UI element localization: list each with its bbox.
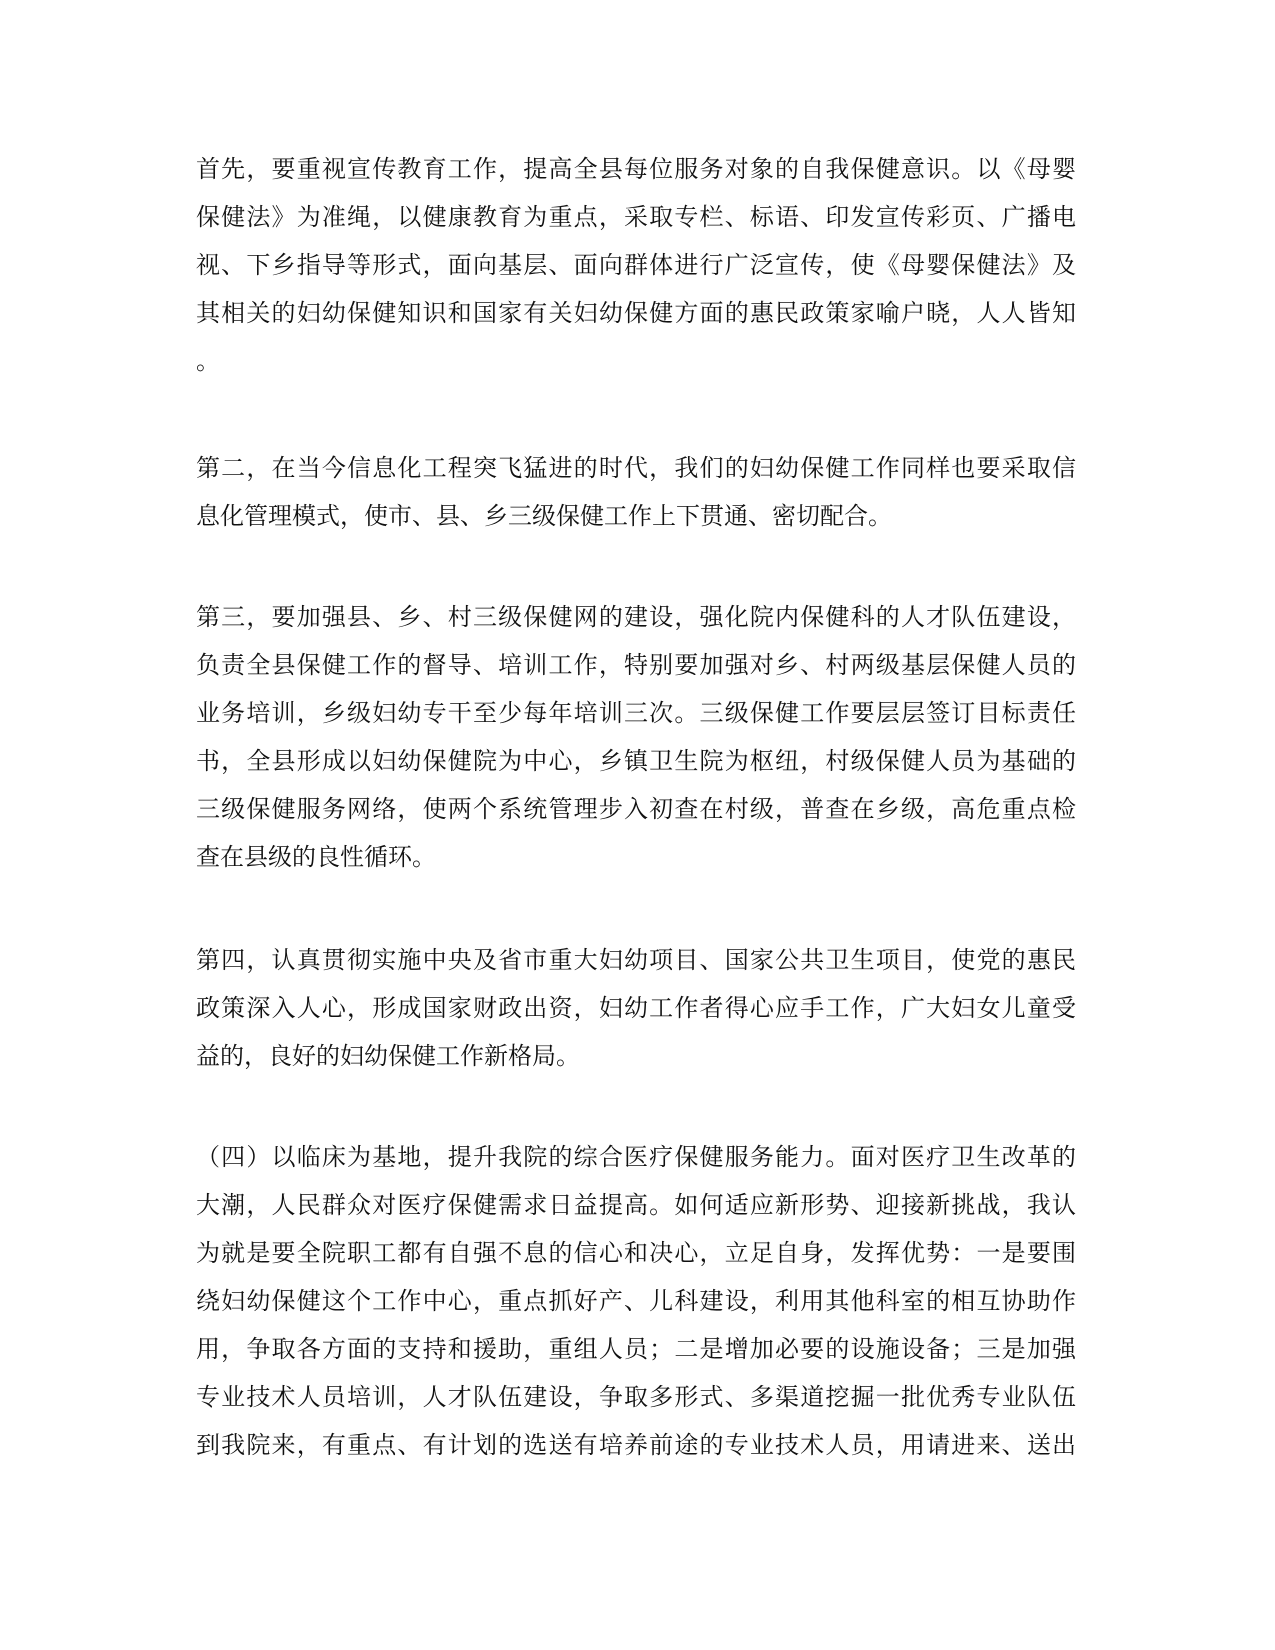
text-line: 益的，良好的妇幼保健工作新格局。 [196, 1042, 580, 1070]
text-line: 第二，在当今信息化工程突飞猛进的时代，我们的妇幼保健工作同样也要采取信 [196, 454, 1076, 482]
text-line: 视、下乡指导等形式，面向基层、面向群体进行广泛宣传，使《母婴保健法》及 [196, 251, 1076, 279]
text-line: 息化管理模式，使市、县、乡三级保健工作上下贯通、密切配合。 [196, 502, 892, 530]
text-line: 三级保健服务网络，使两个系统管理步入初查在村级，普查在乡级，高危重点检 [196, 795, 1076, 823]
text-line: 用，争取各方面的支持和援助，重组人员；二是增加必要的设施设备；三是加强 [196, 1335, 1076, 1363]
text-line: 第四，认真贯彻实施中央及省市重大妇幼项目、国家公共卫生项目，使党的惠民 [196, 946, 1076, 974]
text-line: 首先，要重视宣传教育工作，提高全县每位服务对象的自我保健意识。以《母婴 [196, 155, 1076, 183]
text-line: 政策深入人心，形成国家财政出资，妇幼工作者得心应手工作，广大妇女儿童受 [196, 994, 1076, 1022]
text-line: 保健法》为准绳，以健康教育为重点，采取专栏、标语、印发宣传彩页、广播电 [196, 203, 1076, 231]
text-line: 专业技术人员培训，人才队伍建设，争取多形式、多渠道挖掘一批优秀专业队伍 [196, 1383, 1076, 1411]
text-line: 书，全县形成以妇幼保健院为中心，乡镇卫生院为枢纽，村级保健人员为基础的 [196, 747, 1076, 775]
text-line: 查在县级的良性循环。 [196, 843, 436, 871]
text-line: 负责全县保健工作的督导、培训工作，特别要加强对乡、村两级基层保健人员的 [196, 651, 1076, 679]
text-line: 第三，要加强县、乡、村三级保健网的建设，强化院内保健科的人才队伍建设， [196, 603, 1076, 631]
text-line: 绕妇幼保健这个工作中心，重点抓好产、儿科建设，利用其他科室的相互协助作 [196, 1287, 1076, 1315]
text-line: 。 [196, 347, 220, 375]
text-line: 大潮，人民群众对医疗保健需求日益提高。如何适应新形势、迎接新挑战，我认 [196, 1191, 1076, 1219]
text-line: 其相关的妇幼保健知识和国家有关妇幼保健方面的惠民政策家喻户晓，人人皆知 [196, 299, 1076, 327]
text-line: （四）以临床为基地，提升我院的综合医疗保健服务能力。面对医疗卫生改革的 [196, 1143, 1076, 1171]
text-line: 为就是要全院职工都有自强不息的信心和决心，立足自身，发挥优势：一是要围 [196, 1239, 1076, 1267]
text-line: 到我院来，有重点、有计划的选送有培养前途的专业技术人员，用请进来、送出 [196, 1431, 1076, 1459]
text-line: 业务培训，乡级妇幼专干至少每年培训三次。三级保健工作要层层签订目标责任 [196, 699, 1076, 727]
